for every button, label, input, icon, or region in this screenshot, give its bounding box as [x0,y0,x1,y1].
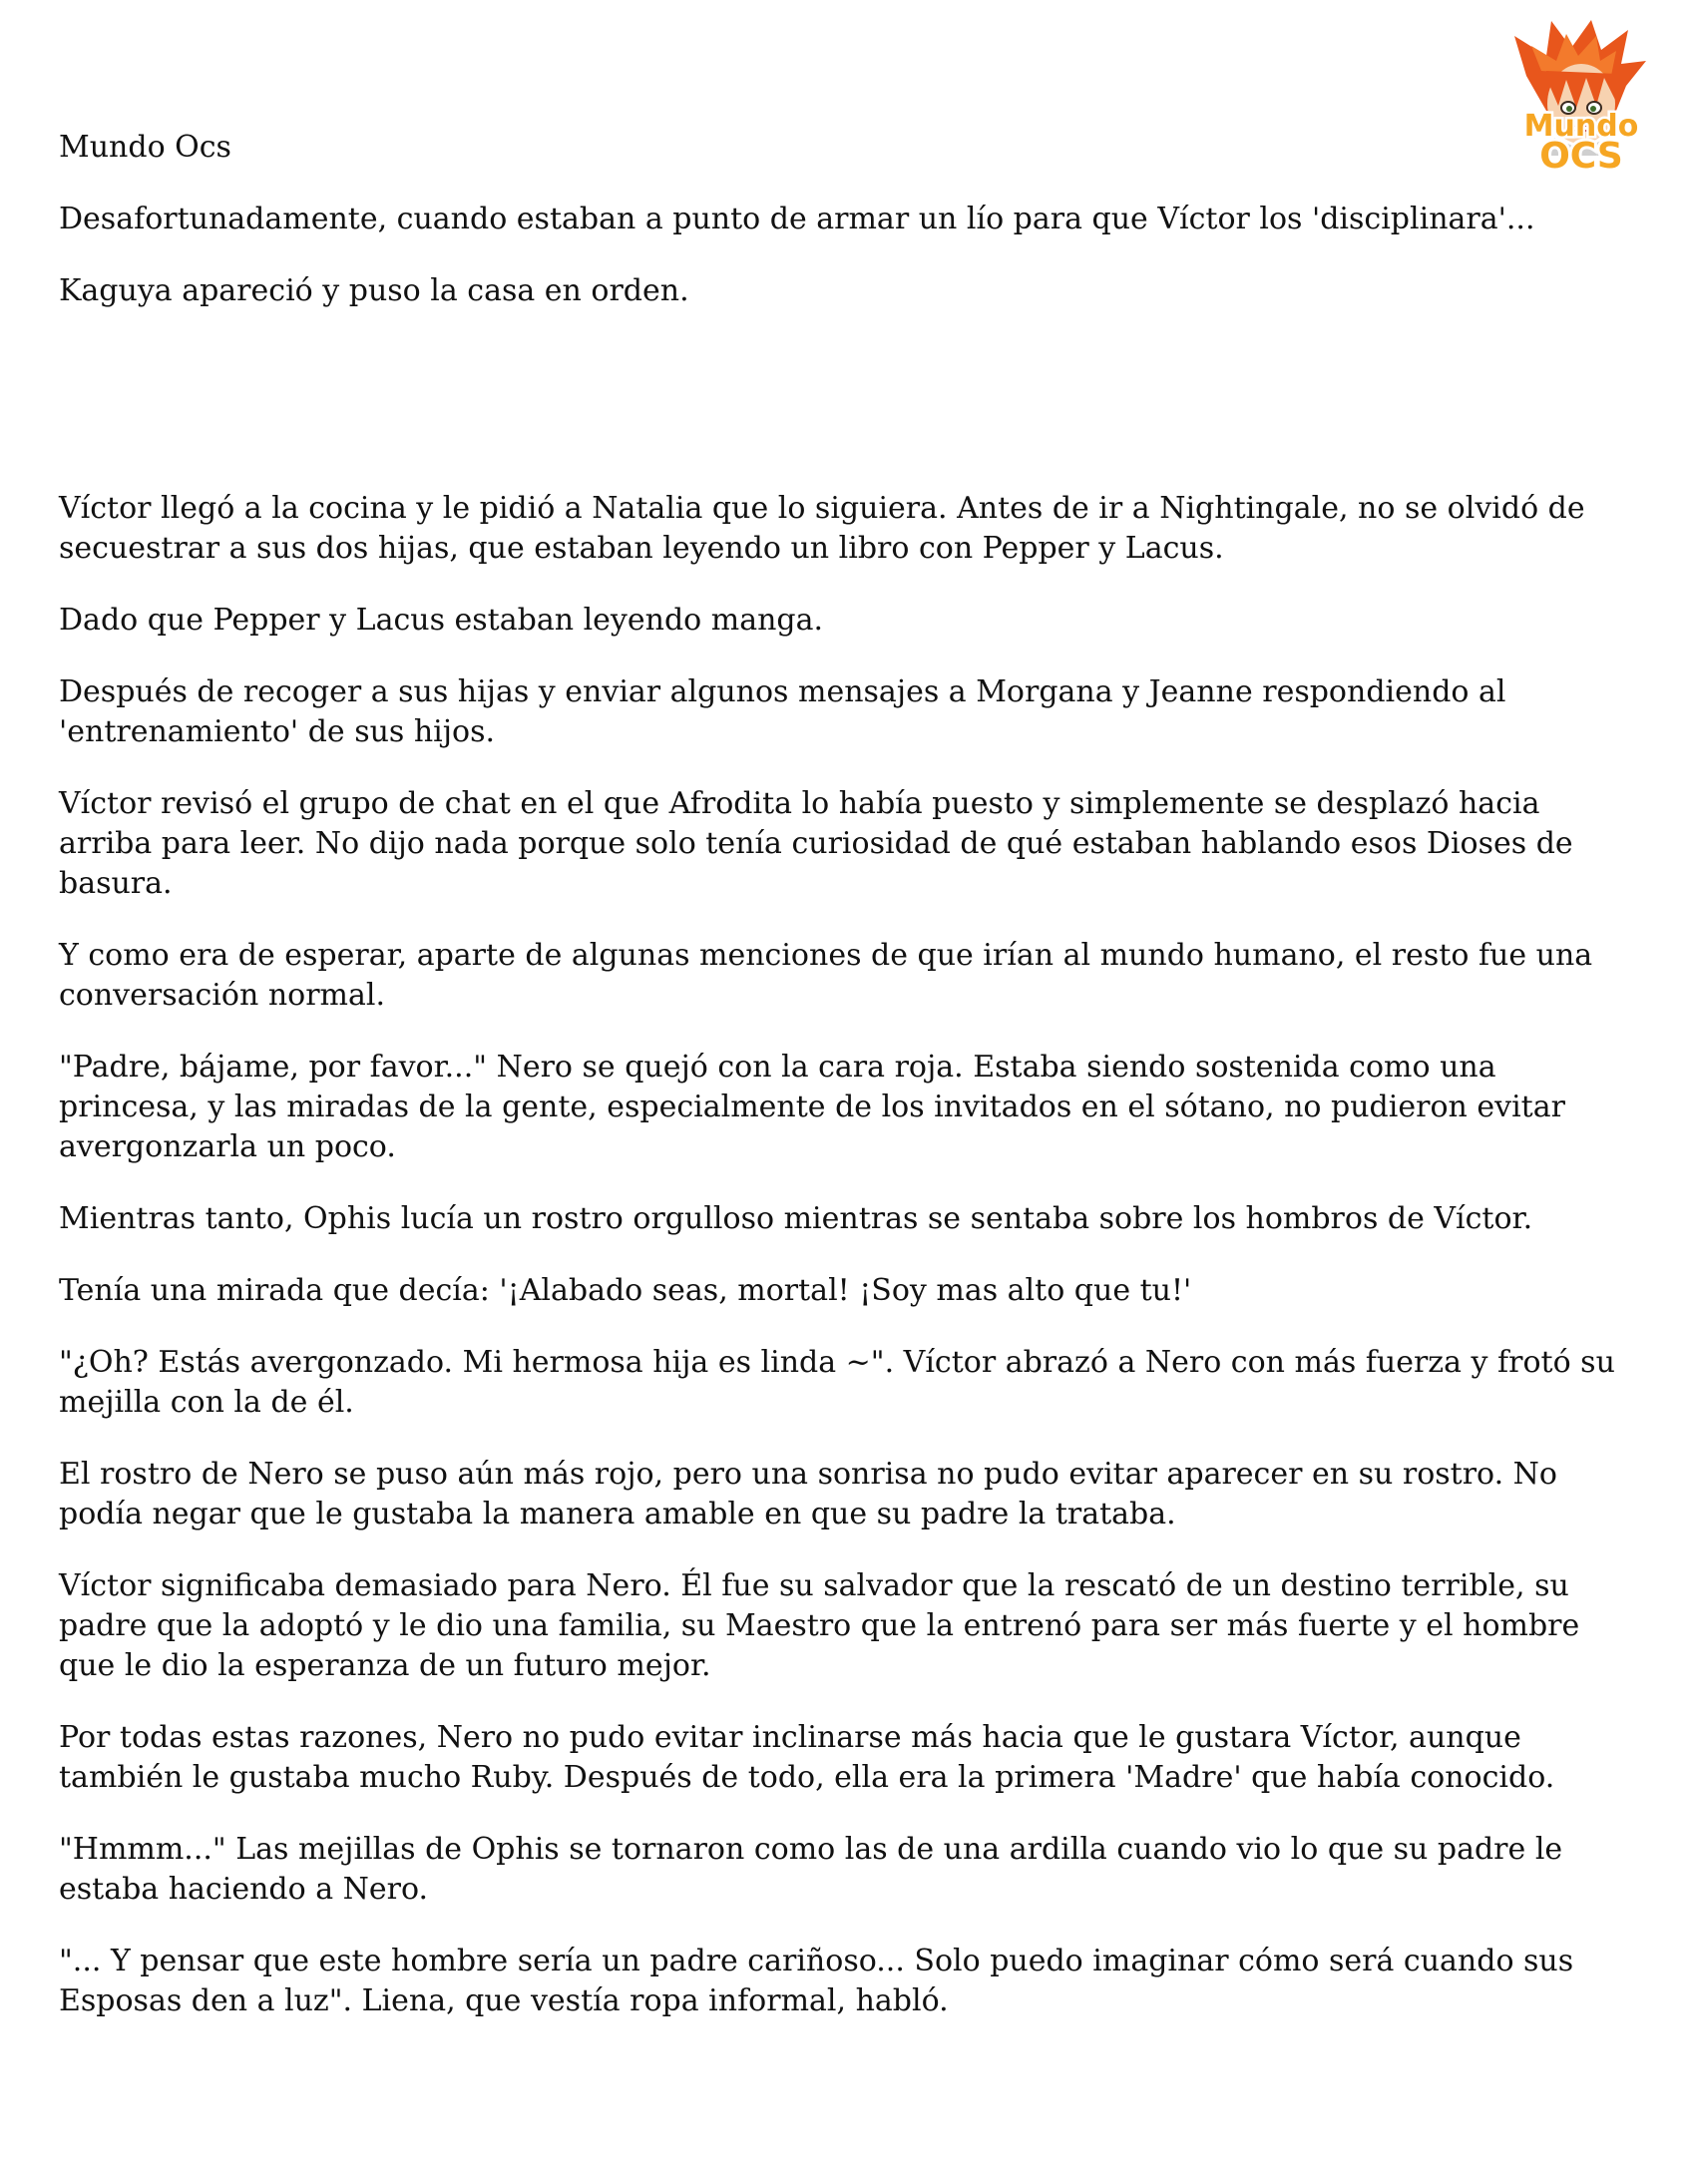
paragraph: Víctor llegó a la cocina y le pidió a Natalia que lo siguiera. Antes de ir a Nightingale, no se olvidó de secuestrar a sus dos hijas, que estaban leyendo un libro con Pepper y Lacus. [59,491,1585,566]
paragraph: Después de recoger a sus hijas y enviar algunos mensajes a Morgana y Jeanne respondiendo al 'entrenamiento' de sus hijos. [59,674,1506,749]
paragraph: "Padre, bájame, por favor..." Nero se quejó con la cara roja. Estaba siendo sostenida como una princesa, y las miradas de la gente, especialmente de los invitados en el sótano, no pudieron evitar avergonzarla un poco. [59,1050,1565,1164]
document-body [59,128,1641,2053]
paragraph: Mientras tanto, Ophis lucía un rostro orgulloso mientras se sentaba sobre los hombros de Víctor. [59,1201,1533,1236]
paragraph: "¿Oh? Estás avergonzado. Mi hermosa hija es linda ~". Víctor abrazó a Nero con más fuerza y frotó su mejilla con la de él. [59,1345,1615,1420]
paragraph: Víctor revisó el grupo de chat en el que Afrodita lo había puesto y simplemente se desplazó hacia arriba para leer. No dijo nada porque solo tenía curiosidad de qué estaban hablando esos Dioses de basura. [59,786,1573,901]
paragraph: "Hmmm..." Las mejillas de Ophis se tornaron como las de una ardilla cuando vio lo que su padre le estaba haciendo a Nero. [59,1832,1563,1907]
paragraph: Kaguya apareció y puso la casa en orden. [59,273,689,308]
paragraph: Dado que Pepper y Lacus estaban leyendo manga. [59,603,824,638]
paragraph: Por todas estas razones, Nero no pudo evitar inclinarse más hacia que le gustara Víctor, aunque también le gustaba mucho Ruby. Después de todo, ella era la primera 'Madre' que había conocido. [59,1720,1555,1795]
section-gap [59,343,1641,489]
paragraph: Y como era de esperar, aparte de algunas menciones de que irían al mundo humano, el resto fue una conversación normal. [59,938,1593,1013]
site-title: Mundo Ocs [59,130,231,165]
logo-text-line1: Mundo [1523,109,1639,144]
paragraph: El rostro de Nero se puso aún más rojo, pero una sonrisa no pudo evitar aparecer en su rostro. No podía negar que le gustaba la manera amable en que su padre la trataba. [59,1457,1557,1531]
paragraph: Desafortunadamente, cuando estaban a punto de armar un lío para que Víctor los 'disciplinara'... [59,202,1535,236]
logo-text-line2: OCS [1539,136,1623,177]
paragraph: Tenía una mirada que decía: '¡Alabado seas, mortal! ¡Soy mas alto que tu!' [59,1273,1192,1308]
paragraph: Víctor significaba demasiado para Nero. Él fue su salvador que la rescató de un destino terrible, su padre que la adoptó y le dio una familia, su Maestro que la entrenó para ser más fuerte y el hombre que le dio la esperanza de un futuro mejor. [59,1568,1580,1683]
paragraph: "... Y pensar que este hombre sería un padre cariñoso... Solo puedo imaginar cómo será cuando sus Esposas den a luz". Liena, que vestía ropa informal, habló. [59,1944,1574,2018]
